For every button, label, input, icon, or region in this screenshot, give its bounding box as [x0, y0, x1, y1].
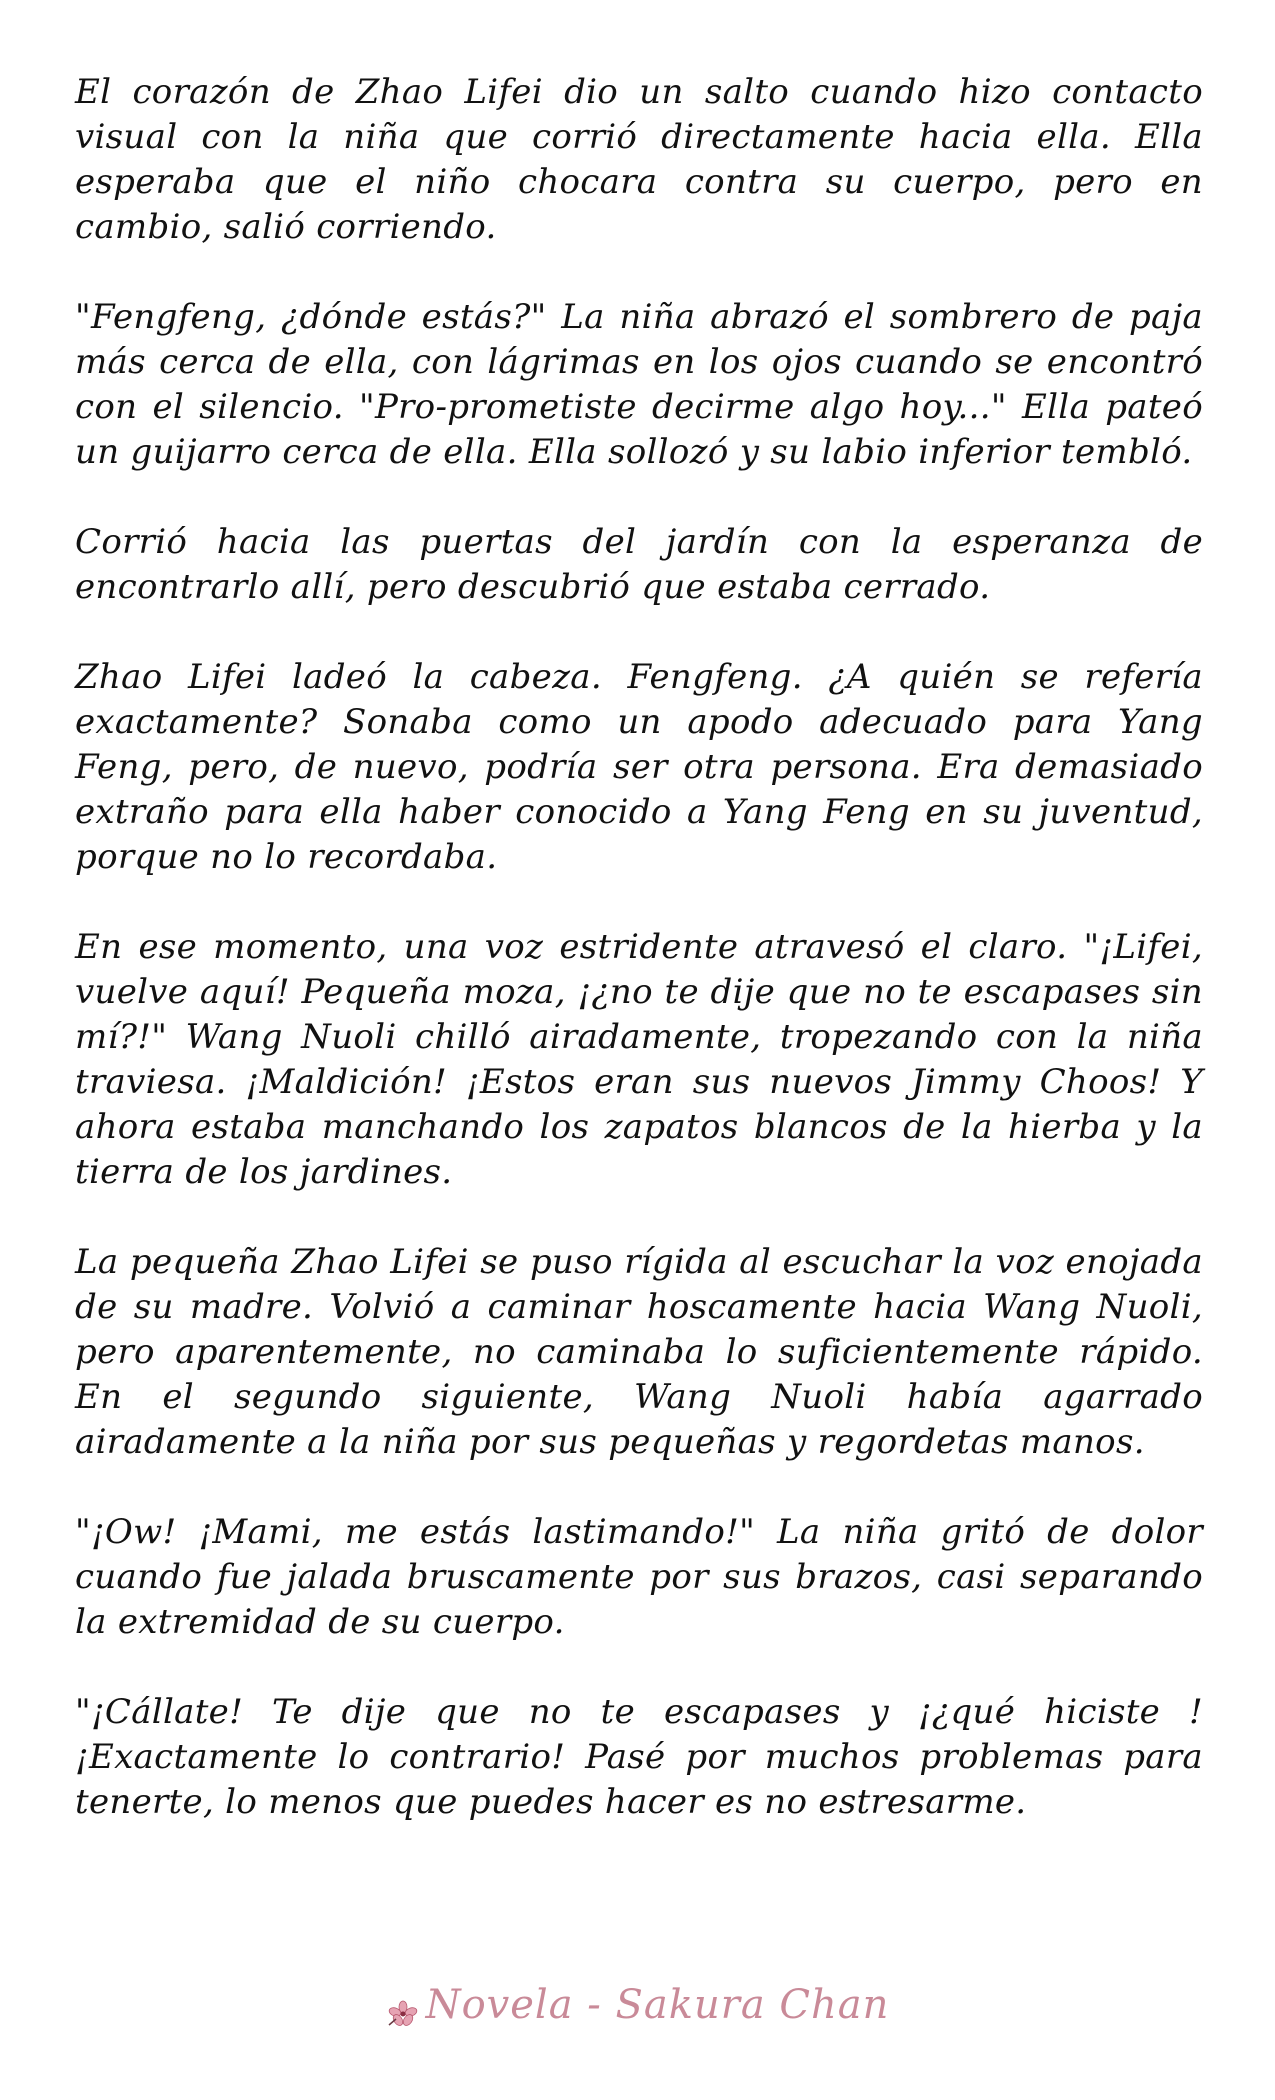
paragraph-6: La pequeña Zhao Lifei se puso rígida al escuchar la voz enojada de su madre. Volvió a caminar hoscamente hacia Wang Nuoli, pero aparentemente, no caminaba lo suficientemente rápido. En el segundo siguiente, Wang Nuoli había agarrado airadamente a la niña por sus pequeñas y regordetas manos.	[75, 1242, 1203, 1462]
paragraph-3: Corrió hacia las puertas del jardín con la esperanza de encontrarlo allí, pero descubrió que estaba cerrado.	[75, 522, 1203, 607]
paragraph-8: "¡Cállate! Te dije que no te escapases y ¡¿qué hiciste ! ¡Exactamente lo contrario! Pasé por muchos problemas para tenerte, lo menos que puedes hacer es no estresarme.	[75, 1692, 1203, 1822]
paragraph-7: "¡Ow! ¡Mami, me estás lastimando!" La niña gritó de dolor cuando fue jalada bruscamente por sus brazos, casi separando la extremidad de su cuerpo.	[75, 1512, 1203, 1642]
paragraph-4: Zhao Lifei ladeó la cabeza. Fengfeng. ¿A quién se refería exactamente? Sonaba como un apodo adecuado para Yang Feng, pero, de nuevo, podría ser otra persona. Era demasiado extraño para ella haber conocido a Yang Feng en su juventud, porque no lo recordaba.	[75, 657, 1203, 877]
watermark-text: Novela - Sakura Chan	[425, 1982, 890, 2028]
sakura-flower-icon	[386, 1993, 420, 2023]
document-body	[75, 70, 1203, 1870]
watermark	[0, 1982, 1275, 2028]
paragraph-5: En ese momento, una voz estridente atravesó el claro. "¡Lifei, vuelve aquí! Pequeña moza, ¡¿no te dije que no te escapases sin mí?!" Wang Nuoli chilló airadamente, tropezando con la niña traviesa. ¡Maldición! ¡Estos eran sus nuevos Jimmy Choos! Y ahora estaba manchando los zapatos blancos de la hierba y la tierra de los jardines.	[75, 927, 1203, 1192]
paragraph-2: "Fengfeng, ¿dónde estás?" La niña abrazó el sombrero de paja más cerca de ella, con lágrimas en los ojos cuando se encontró con el silencio. "Pro-prometiste decirme algo hoy..." Ella pateó un guijarro cerca de ella. Ella sollozó y su labio inferior tembló.	[75, 297, 1203, 472]
paragraph-1: El corazón de Zhao Lifei dio un salto cuando hizo contacto visual con la niña que corrió directamente hacia ella. Ella esperaba que el niño chocara contra su cuerpo, pero en cambio, salió corriendo.	[75, 72, 1203, 247]
